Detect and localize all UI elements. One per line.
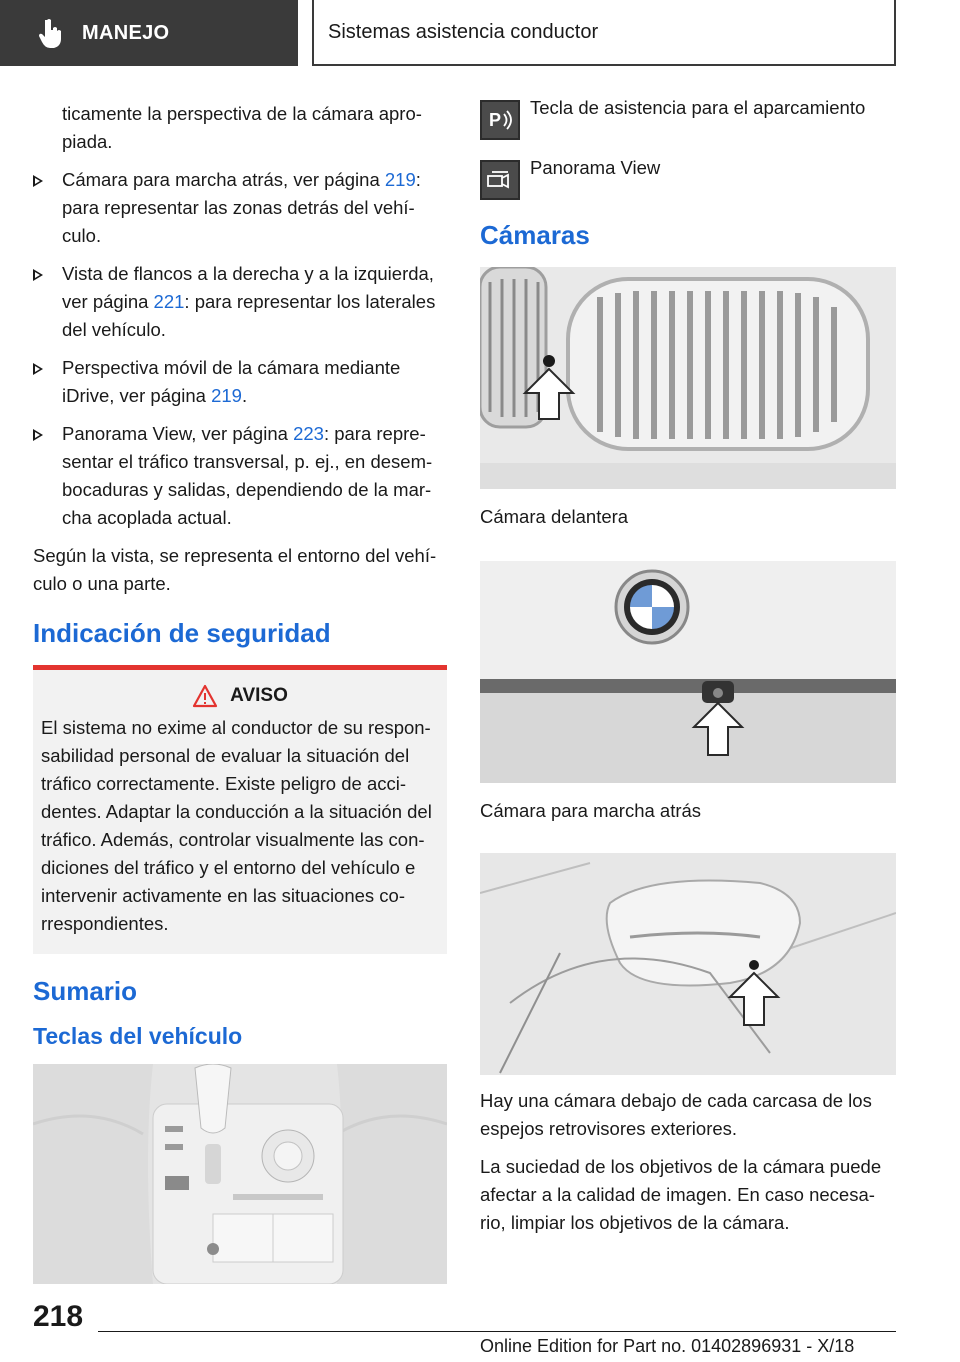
parking-assist-label: Tecla de asistencia para el aparcamiento — [530, 97, 866, 118]
warning-triangle-icon — [192, 684, 218, 708]
page-number: 218 — [33, 1300, 84, 1333]
cameras-heading: Cámaras — [480, 220, 590, 250]
warning-box — [33, 670, 447, 954]
side-camera-image — [480, 853, 896, 1075]
safety-heading: Indicación de seguridad — [33, 618, 331, 648]
console-image — [33, 1064, 447, 1284]
bullet-side-view: Vista de flancos a la derecha y a la izquierda, ver página 221: para representar los laterales del vehículo. — [33, 260, 447, 344]
footer-edition: Online Edition for Part no. 01402896931 - X/18 — [480, 1336, 855, 1356]
front-camera-image — [480, 267, 896, 489]
chapter-tab — [312, 0, 896, 66]
left-column — [33, 100, 447, 1284]
section-tab — [0, 0, 298, 66]
page-link[interactable]: 221 — [153, 291, 185, 312]
section-label: MANEJO — [82, 21, 170, 44]
bullet-mobile-perspective: Perspectiva móvil de la cámara mediante iDrive, ver página 219. — [33, 354, 447, 410]
intro-continuation: ticamente la perspectiva de la cámara apro-piada. — [62, 103, 422, 152]
footer-divider — [98, 1331, 896, 1332]
front-camera-caption: Cámara delantera — [480, 506, 629, 527]
right-column — [480, 97, 896, 1247]
rear-camera-caption: Cámara para marcha atrás — [480, 800, 702, 821]
bullet-rear-camera: Cámara para marcha atrás, ver página 219: para representar las zonas detrás del vehí-culo. — [33, 166, 447, 250]
dirt-paragraph: La suciedad de los objetivos de la cámara puede afectar a la calidad de imagen. En caso necesa-rio, limpiar los objetivos de la cámara. — [480, 1156, 882, 1233]
bullet-triangle-icon — [33, 175, 43, 187]
mirror-paragraph: Hay una cámara debajo de cada carcasa de los espejos retrovisores exteriores. — [480, 1090, 872, 1139]
warning-text: El sistema no exime al conductor de su respon-sabilidad personal de evaluar la situación del tráfico correctamente. Existe peligro de acci-dentes. Adaptar la conducción a la situación del tráfico. Además, controlar visualmente las con-diciones del tráfico y el entorno del vehículo e intervenir activamente en las situaciones co-rrespondientes. — [41, 717, 432, 934]
parking-assist-icon — [480, 100, 520, 140]
chapter-title: Sistemas asistencia conductor — [328, 20, 599, 43]
page-link[interactable]: 219 — [211, 385, 242, 406]
bullet-triangle-icon — [33, 429, 43, 441]
button-row-parking — [480, 97, 896, 140]
panorama-view-label: Panorama View — [530, 157, 661, 178]
panorama-view-icon — [480, 160, 520, 200]
rear-camera-image — [480, 561, 896, 783]
buttons-heading: Teclas del vehículo — [33, 1023, 243, 1049]
hand-icon — [38, 18, 64, 48]
view-paragraph: Según la vista, se representa el entorno del vehí-culo o una parte. — [33, 545, 437, 594]
bullet-triangle-icon — [33, 269, 43, 281]
bullet-panorama-view: Panorama View, ver página 223: para repre-sentar el tráfico transversal, p. ej., en desem-bocaduras y salidas, dependiendo de la mar-cha acoplada actual. — [33, 420, 447, 532]
warning-title: AVISO — [230, 685, 288, 706]
button-row-panorama — [480, 157, 896, 200]
summary-heading: Sumario — [33, 976, 138, 1006]
svg-text:P: P — [489, 110, 502, 130]
page-link[interactable]: 223 — [293, 423, 324, 444]
page-link[interactable]: 219 — [384, 169, 416, 190]
bullet-triangle-icon — [33, 363, 43, 375]
